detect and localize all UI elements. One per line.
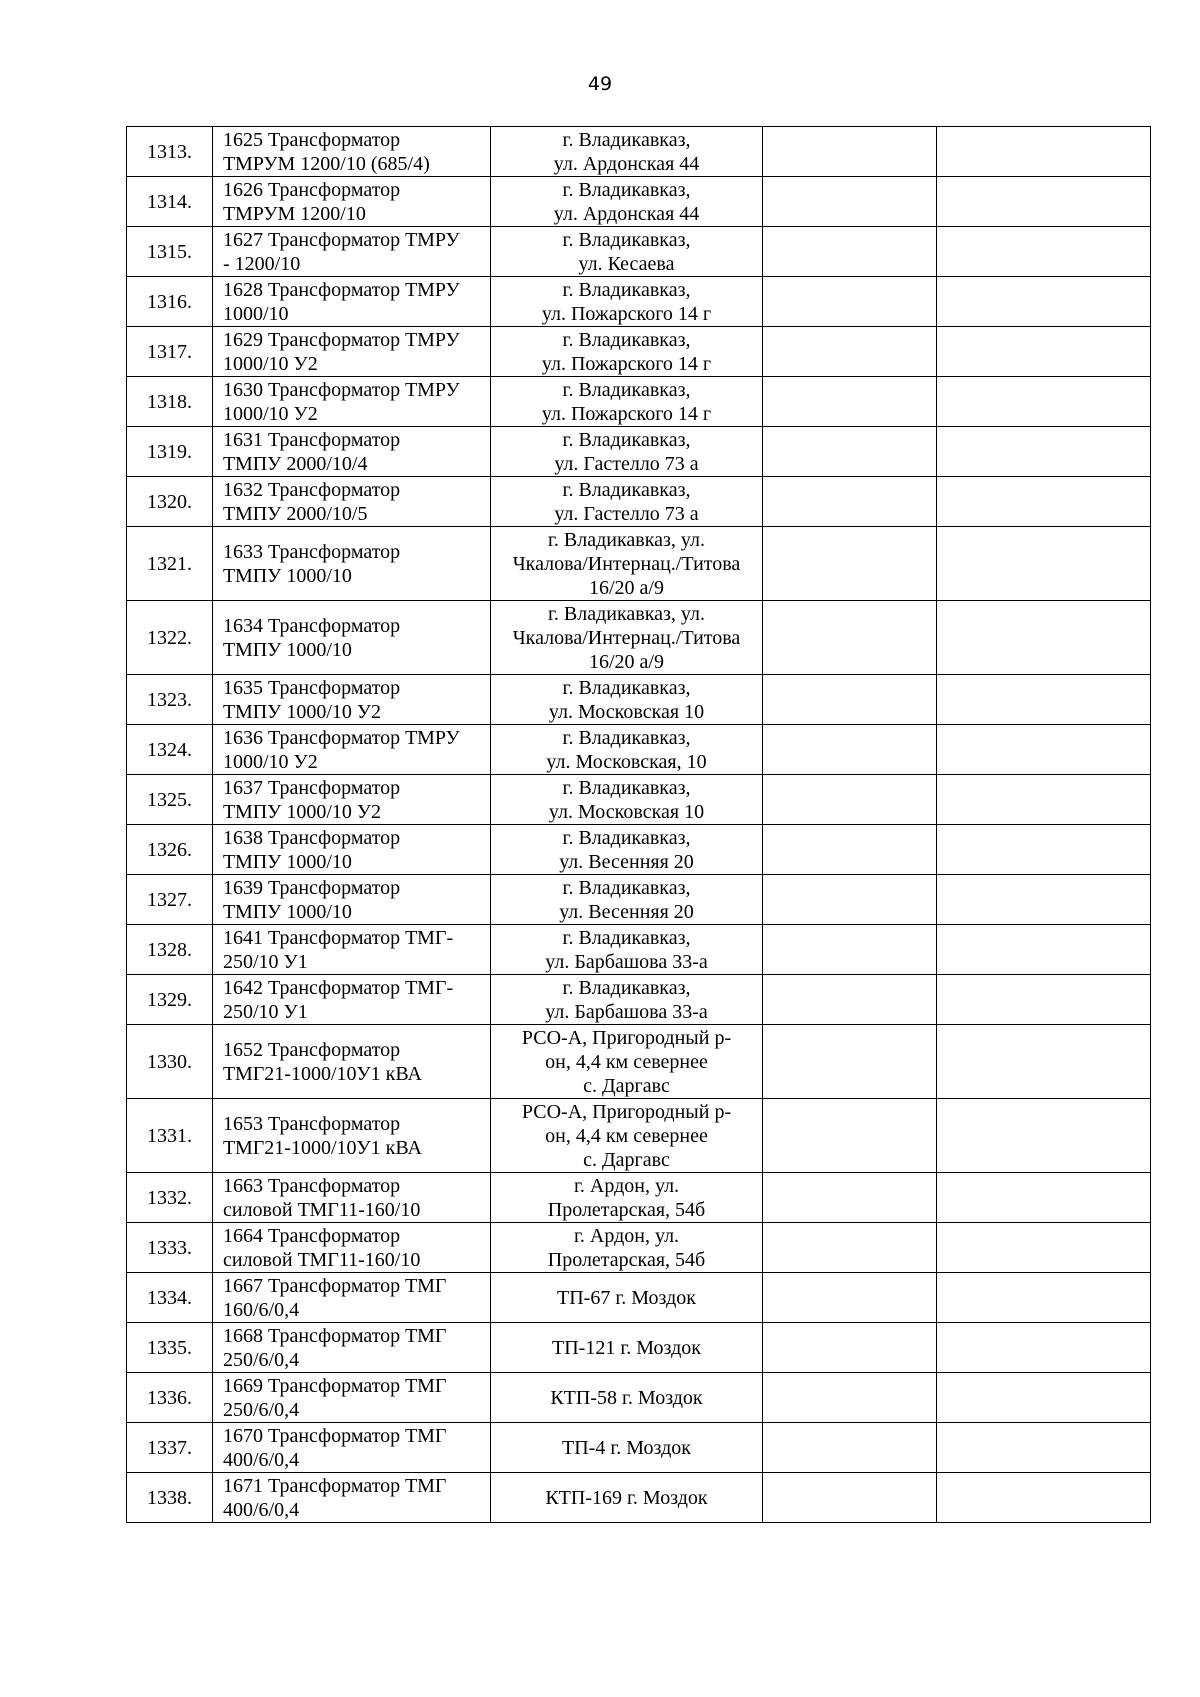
row-number-cell: [127, 1423, 213, 1473]
equipment-name-cell: [213, 1173, 491, 1223]
table-row: [127, 601, 1151, 675]
empty-cell: [937, 1373, 1151, 1423]
equipment-name: 1635 Трансформатор ТМПУ 1000/10 У2: [223, 677, 401, 723]
location-address-cell: [491, 925, 763, 975]
location-address-cell: [491, 975, 763, 1025]
equipment-name: 1668 Трансформатор ТМГ 250/6/0,4: [223, 1325, 447, 1371]
location-address: г. Ардон, ул. Пролетарская, 54б: [547, 1225, 706, 1271]
row-number-cell: [127, 377, 213, 427]
empty-cell: [763, 601, 937, 675]
empty-cell: [763, 1099, 937, 1173]
table-row: [127, 775, 1151, 825]
empty-cell: [763, 725, 937, 775]
asset-table: [126, 126, 1151, 1523]
empty-cell: [763, 477, 937, 527]
empty-cell: [763, 1423, 937, 1473]
page-number: 49: [587, 73, 613, 95]
row-number-cell: [127, 925, 213, 975]
location-address-cell: [491, 825, 763, 875]
row-number-cell: [127, 601, 213, 675]
equipment-name: 1670 Трансформатор ТМГ 400/6/0,4: [223, 1425, 447, 1471]
table-row: [127, 975, 1151, 1025]
empty-cell: [937, 925, 1151, 975]
location-address-cell: [491, 1173, 763, 1223]
location-address: г. Владикавказ, ул. Московская 10: [548, 677, 705, 723]
location-address-cell: [491, 1423, 763, 1473]
empty-cell: [937, 477, 1151, 527]
equipment-name: 1625 Трансформатор ТМРУМ 1200/10 (685/4): [223, 129, 430, 175]
location-address: г. Владикавказ, ул. Пожарского 14 г: [541, 379, 712, 425]
row-number: 1320.: [147, 490, 192, 513]
table-row: [127, 327, 1151, 377]
empty-cell: [763, 127, 937, 177]
location-address: г. Владикавказ, ул. Барбашова 33-а: [545, 927, 708, 973]
empty-cell: [763, 377, 937, 427]
empty-cell: [937, 1099, 1151, 1173]
row-number: 1321.: [147, 552, 192, 575]
location-address: РСО-А, Пригородный р- он, 4,4 км севернее с. Даргавс: [521, 1027, 732, 1097]
location-address-cell: [491, 177, 763, 227]
empty-cell: [937, 775, 1151, 825]
equipment-name-cell: [213, 675, 491, 725]
row-number: 1317.: [147, 340, 192, 363]
table-row: [127, 1373, 1151, 1423]
row-number: 1316.: [147, 290, 192, 313]
empty-cell: [937, 725, 1151, 775]
equipment-name: 1671 Трансформатор ТМГ 400/6/0,4: [223, 1475, 447, 1521]
row-number: 1331.: [147, 1124, 192, 1147]
empty-cell: [937, 1423, 1151, 1473]
table-row: [127, 1173, 1151, 1223]
row-number: 1329.: [147, 988, 192, 1011]
row-number: 1314.: [147, 190, 192, 213]
equipment-name: 1632 Трансформатор ТМПУ 2000/10/5: [223, 479, 401, 525]
table-row: [127, 925, 1151, 975]
empty-cell: [937, 1223, 1151, 1273]
location-address-cell: [491, 1323, 763, 1373]
location-address-cell: [491, 601, 763, 675]
table-row: [127, 1273, 1151, 1323]
row-number: 1332.: [147, 1186, 192, 1209]
table-row: [127, 875, 1151, 925]
location-address-cell: [491, 227, 763, 277]
row-number: 1319.: [147, 440, 192, 463]
equipment-name-cell: [213, 177, 491, 227]
table-row: [127, 477, 1151, 527]
location-address: КТП-169 г. Моздок: [545, 1487, 708, 1509]
row-number-cell: [127, 725, 213, 775]
empty-cell: [763, 1373, 937, 1423]
row-number-cell: [127, 1223, 213, 1273]
table-row: [127, 1423, 1151, 1473]
location-address-cell: [491, 1273, 763, 1323]
equipment-name-cell: [213, 377, 491, 427]
equipment-name-cell: [213, 975, 491, 1025]
location-address-cell: [491, 377, 763, 427]
empty-cell: [937, 377, 1151, 427]
row-number-cell: [127, 1373, 213, 1423]
location-address-cell: [491, 1099, 763, 1173]
empty-cell: [937, 327, 1151, 377]
table-row: [127, 177, 1151, 227]
equipment-name-cell: [213, 1323, 491, 1373]
equipment-name: 1636 Трансформатор ТМРУ 1000/10 У2: [223, 727, 460, 773]
table-row: [127, 825, 1151, 875]
location-address-cell: [491, 427, 763, 477]
equipment-name: 1639 Трансформатор ТМПУ 1000/10: [223, 877, 401, 923]
empty-cell: [763, 1323, 937, 1373]
equipment-name: 1664 Трансформатор силовой ТМГ11-160/10: [223, 1225, 421, 1271]
empty-cell: [937, 1473, 1151, 1523]
table-row: [127, 527, 1151, 601]
location-address-cell: [491, 1473, 763, 1523]
empty-cell: [937, 1025, 1151, 1099]
empty-cell: [763, 1473, 937, 1523]
location-address-cell: [491, 527, 763, 601]
location-address: г. Владикавказ, ул. Барбашова 33-а: [545, 977, 708, 1023]
empty-cell: [763, 825, 937, 875]
location-address-cell: [491, 725, 763, 775]
row-number-cell: [127, 127, 213, 177]
row-number: 1325.: [147, 788, 192, 811]
row-number: 1313.: [147, 140, 192, 163]
row-number-cell: [127, 327, 213, 377]
empty-cell: [937, 1273, 1151, 1323]
empty-cell: [763, 1173, 937, 1223]
row-number-cell: [127, 1323, 213, 1373]
empty-cell: [763, 427, 937, 477]
equipment-name: 1652 Трансформатор ТМГ21-1000/10У1 кВА: [223, 1039, 422, 1085]
location-address-cell: [491, 1025, 763, 1099]
equipment-name-cell: [213, 925, 491, 975]
row-number-cell: [127, 177, 213, 227]
location-address: РСО-А, Пригородный р- он, 4,4 км севернее с. Даргавс: [521, 1101, 732, 1171]
location-address-cell: [491, 1223, 763, 1273]
empty-cell: [763, 227, 937, 277]
row-number-cell: [127, 1273, 213, 1323]
location-address: г. Владикавказ, ул. Ардонская 44: [553, 179, 700, 225]
row-number-cell: [127, 277, 213, 327]
table-row: [127, 377, 1151, 427]
equipment-name-cell: [213, 601, 491, 675]
location-address: г. Владикавказ, ул. Ардонская 44: [553, 129, 700, 175]
empty-cell: [763, 1025, 937, 1099]
empty-cell: [763, 277, 937, 327]
row-number-cell: [127, 975, 213, 1025]
location-address: ТП-121 г. Моздок: [552, 1337, 701, 1359]
equipment-name: 1642 Трансформатор ТМГ- 250/10 У1: [223, 977, 454, 1023]
row-number-cell: [127, 825, 213, 875]
equipment-name: 1633 Трансформатор ТМПУ 1000/10: [223, 541, 401, 587]
equipment-name-cell: [213, 1423, 491, 1473]
equipment-name: 1627 Трансформатор ТМРУ - 1200/10: [223, 229, 460, 275]
row-number: 1324.: [147, 738, 192, 761]
equipment-name-cell: [213, 477, 491, 527]
location-address: г. Владикавказ, ул. Московская 10: [548, 777, 705, 823]
empty-cell: [763, 1273, 937, 1323]
location-address: г. Владикавказ, ул. Чкалова/Интернац./Титова 16/20 а/9: [512, 603, 741, 673]
row-number-cell: [127, 1473, 213, 1523]
location-address: г. Владикавказ, ул. Чкалова/Интернац./Титова 16/20 а/9: [512, 529, 741, 599]
empty-cell: [763, 775, 937, 825]
row-number-cell: [127, 675, 213, 725]
empty-cell: [937, 1173, 1151, 1223]
row-number: 1335.: [147, 1336, 192, 1359]
row-number-cell: [127, 477, 213, 527]
table-row: [127, 127, 1151, 177]
empty-cell: [937, 875, 1151, 925]
row-number: 1330.: [147, 1050, 192, 1073]
equipment-name-cell: [213, 1223, 491, 1273]
row-number-cell: [127, 775, 213, 825]
location-address-cell: [491, 277, 763, 327]
location-address: г. Владикавказ, ул. Гастелло 73 а: [554, 429, 699, 475]
equipment-name-cell: [213, 1473, 491, 1523]
row-number: 1315.: [147, 240, 192, 263]
empty-cell: [763, 177, 937, 227]
equipment-name-cell: [213, 127, 491, 177]
row-number-cell: [127, 1099, 213, 1173]
row-number: 1333.: [147, 1236, 192, 1259]
empty-cell: [937, 427, 1151, 477]
row-number: 1322.: [147, 626, 192, 649]
equipment-name: 1638 Трансформатор ТМПУ 1000/10: [223, 827, 401, 873]
location-address: г. Владикавказ, ул. Кесаева: [562, 229, 691, 275]
row-number: 1337.: [147, 1436, 192, 1459]
equipment-name-cell: [213, 1025, 491, 1099]
equipment-name-cell: [213, 1099, 491, 1173]
row-number-cell: [127, 527, 213, 601]
location-address-cell: [491, 1373, 763, 1423]
empty-cell: [937, 975, 1151, 1025]
table-row: [127, 1473, 1151, 1523]
table-row: [127, 277, 1151, 327]
table-row: [127, 227, 1151, 277]
row-number: 1323.: [147, 688, 192, 711]
table-row: [127, 1223, 1151, 1273]
location-address-cell: [491, 875, 763, 925]
location-address: г. Владикавказ, ул. Московская, 10: [546, 727, 707, 773]
row-number-cell: [127, 427, 213, 477]
equipment-name: 1667 Трансформатор ТМГ 160/6/0,4: [223, 1275, 447, 1321]
empty-cell: [763, 675, 937, 725]
row-number: 1318.: [147, 390, 192, 413]
row-number: 1327.: [147, 888, 192, 911]
row-number: 1338.: [147, 1486, 192, 1509]
row-number: 1328.: [147, 938, 192, 961]
equipment-name-cell: [213, 327, 491, 377]
location-address: г. Владикавказ, ул. Пожарского 14 г: [541, 329, 712, 375]
table-row: [127, 1099, 1151, 1173]
row-number-cell: [127, 1025, 213, 1099]
empty-cell: [937, 127, 1151, 177]
table-row: [127, 427, 1151, 477]
row-number: 1336.: [147, 1386, 192, 1409]
location-address-cell: [491, 327, 763, 377]
equipment-name-cell: [213, 775, 491, 825]
location-address: г. Владикавказ, ул. Весенняя 20: [559, 877, 694, 923]
equipment-name-cell: [213, 427, 491, 477]
location-address: ТП-67 г. Моздок: [557, 1287, 696, 1309]
row-number-cell: [127, 875, 213, 925]
table-row: [127, 725, 1151, 775]
equipment-name-cell: [213, 227, 491, 277]
table-row: [127, 675, 1151, 725]
equipment-name-cell: [213, 1273, 491, 1323]
location-address: КТП-58 г. Моздок: [550, 1387, 703, 1409]
equipment-name: 1629 Трансформатор ТМРУ 1000/10 У2: [223, 329, 460, 375]
equipment-name-cell: [213, 875, 491, 925]
equipment-name: 1630 Трансформатор ТМРУ 1000/10 У2: [223, 379, 460, 425]
equipment-name-cell: [213, 277, 491, 327]
equipment-name-cell: [213, 1373, 491, 1423]
empty-cell: [763, 925, 937, 975]
equipment-name-cell: [213, 725, 491, 775]
empty-cell: [763, 975, 937, 1025]
table-body: [127, 127, 1151, 1523]
empty-cell: [937, 675, 1151, 725]
table-row: [127, 1323, 1151, 1373]
equipment-name: 1653 Трансформатор ТМГ21-1000/10У1 кВА: [223, 1113, 422, 1159]
equipment-name: 1637 Трансформатор ТМПУ 1000/10 У2: [223, 777, 401, 823]
table-row: [127, 1025, 1151, 1099]
equipment-name: 1631 Трансформатор ТМПУ 2000/10/4: [223, 429, 401, 475]
empty-cell: [937, 527, 1151, 601]
empty-cell: [937, 825, 1151, 875]
row-number-cell: [127, 1173, 213, 1223]
equipment-name: 1626 Трансформатор ТМРУМ 1200/10: [223, 179, 401, 225]
empty-cell: [763, 875, 937, 925]
location-address-cell: [491, 477, 763, 527]
empty-cell: [763, 1223, 937, 1273]
location-address: г. Ардон, ул. Пролетарская, 54б: [547, 1175, 706, 1221]
empty-cell: [937, 601, 1151, 675]
location-address-cell: [491, 127, 763, 177]
empty-cell: [937, 177, 1151, 227]
empty-cell: [937, 227, 1151, 277]
location-address-cell: [491, 675, 763, 725]
equipment-name: 1669 Трансформатор ТМГ 250/6/0,4: [223, 1375, 447, 1421]
equipment-name: 1628 Трансформатор ТМРУ 1000/10: [223, 279, 460, 325]
empty-cell: [763, 327, 937, 377]
location-address: г. Владикавказ, ул. Весенняя 20: [559, 827, 694, 873]
location-address: г. Владикавказ, ул. Пожарского 14 г: [541, 279, 712, 325]
location-address: г. Владикавказ, ул. Гастелло 73 а: [554, 479, 699, 525]
equipment-name: 1641 Трансформатор ТМГ- 250/10 У1: [223, 927, 454, 973]
location-address-cell: [491, 775, 763, 825]
empty-cell: [763, 527, 937, 601]
empty-cell: [937, 1323, 1151, 1373]
location-address: ТП-4 г. Моздок: [562, 1437, 691, 1459]
equipment-name-cell: [213, 825, 491, 875]
row-number-cell: [127, 227, 213, 277]
equipment-name-cell: [213, 527, 491, 601]
equipment-name: 1663 Трансформатор силовой ТМГ11-160/10: [223, 1175, 421, 1221]
row-number: 1334.: [147, 1286, 192, 1309]
row-number: 1326.: [147, 838, 192, 861]
equipment-name: 1634 Трансформатор ТМПУ 1000/10: [223, 615, 401, 661]
empty-cell: [937, 277, 1151, 327]
